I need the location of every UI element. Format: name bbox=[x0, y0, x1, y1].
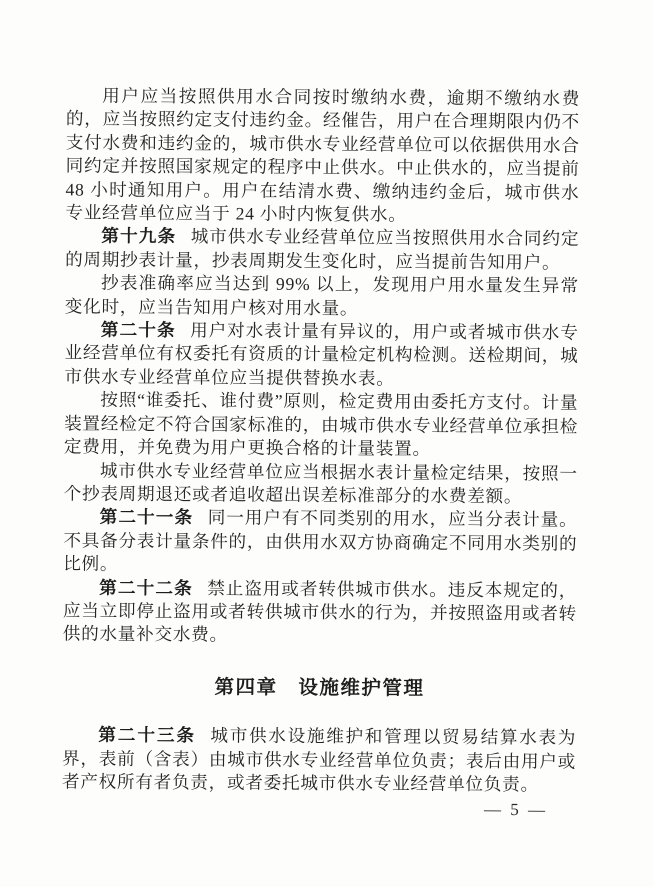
article-number: 第二十二条 bbox=[99, 577, 193, 598]
paragraph bbox=[64, 389, 578, 462]
paragraph-text: 禁止盗用或者转供城市供水。违反本规定的，应当立即停止盗用或者转供城市供水的行为，并按照盗用或者转供的水量补交水费。 bbox=[62, 577, 578, 645]
paragraph-article-20 bbox=[64, 318, 578, 391]
paragraph bbox=[65, 272, 579, 322]
paragraph-article-19 bbox=[65, 225, 579, 275]
article-number: 第二十三条 bbox=[98, 724, 197, 746]
paragraph-article-22 bbox=[63, 576, 577, 649]
article-number: 第二十一条 bbox=[99, 506, 194, 528]
paragraph bbox=[65, 84, 580, 228]
paragraph-article-21 bbox=[63, 506, 577, 579]
paragraph-text: 用户应当按照供用水合同按时缴纳水费，逾期不缴纳水费的，应当按照约定支付违约金。经催告，用户在合理期限内仍不支付水费和违约金的，城市供水专业经营单位可以依据供用水合同约定并按照国家规定的程序中止供水。中止供水的，应当提前 48 小时通知用户。用户在结清水费、缴纳违约金后，城市供水专业经营单位应当于 24 小时内恢复供水。 bbox=[65, 85, 581, 225]
article-number: 第十九条 bbox=[101, 226, 177, 247]
paragraph-text: 同一用户有不同类别的用水，应当分表计量。不具备分表计量条件的，由供用水双方协商确定不同用水类别的比例。 bbox=[63, 507, 578, 574]
paragraph-text: 城市供水设施维护和管理以贸易结算水表为界，表前（含表）由城市供水专业经营单位负责；表后由用户或者产权所有者负责，或者委托城市供水专业经营单位负责。 bbox=[61, 725, 577, 795]
paragraph-text: 用户对水表计量有异议的，用户或者城市供水专业经营单位有权委托有资质的计量检定机构检测。送检期间，城市供水专业经营单位应当提供替换水表。 bbox=[64, 320, 579, 389]
paragraph bbox=[64, 459, 578, 509]
article-number: 第二十条 bbox=[100, 319, 176, 341]
document-body bbox=[62, 84, 580, 797]
page-number: — 5 — bbox=[483, 799, 548, 820]
paragraph-text: 抄表准确率应当达到 99% 以上，发现用户用水量发生异常变化时，应当告知用户核对用水量。 bbox=[64, 272, 580, 318]
paragraph-article-23 bbox=[62, 724, 576, 797]
paragraph-text: 城市供水专业经营单位应当根据水表计量检定结果，按照一个抄表周期退还或者追收超出误差标准部分的水费差额。 bbox=[63, 460, 578, 507]
paragraph-text: 按照“谁委托、谁付费”原则，检定费用由委托方支付。计量装置经检定不符合国家标准的，由城市供水专业经营单位承担检定费用，并免费为用户更换合格的计量装置。 bbox=[63, 389, 579, 459]
paragraph-text: 城市供水专业经营单位应当按照供用水合同约定的周期抄表计量，抄表周期发生变化时，应当提前告知用户。 bbox=[65, 226, 580, 273]
chapter-heading: 第四章 设施维护管理 bbox=[214, 676, 425, 700]
